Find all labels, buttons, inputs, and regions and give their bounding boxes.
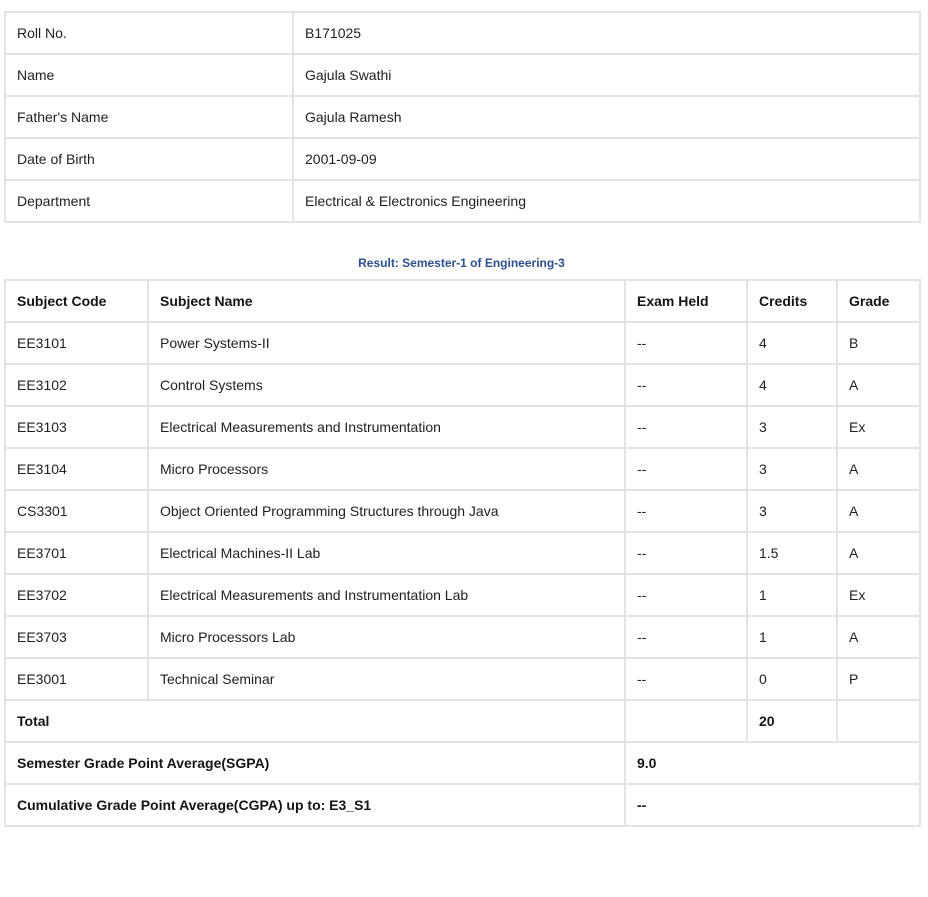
credits: 3 bbox=[747, 448, 837, 490]
grade: P bbox=[837, 658, 920, 700]
table-row bbox=[5, 616, 920, 658]
total-credits: 20 bbox=[747, 700, 837, 742]
credits: 3 bbox=[747, 490, 837, 532]
results-table bbox=[4, 279, 921, 827]
total-row bbox=[5, 700, 920, 742]
header-grade: Grade bbox=[837, 280, 920, 322]
info-label: Name bbox=[5, 54, 293, 96]
info-value: Electrical & Electronics Engineering bbox=[293, 180, 920, 222]
table-row bbox=[5, 322, 920, 364]
subject-name: Electrical Measurements and Instrumentation bbox=[148, 406, 625, 448]
grade: A bbox=[837, 448, 920, 490]
credits: 4 bbox=[747, 364, 837, 406]
info-label: Date of Birth bbox=[5, 138, 293, 180]
header-subject-code: Subject Code bbox=[5, 280, 148, 322]
result-caption: Result: Semester-1 of Engineering-3 bbox=[358, 256, 565, 270]
info-value: Gajula Ramesh bbox=[293, 96, 920, 138]
subject-code: EE3702 bbox=[5, 574, 148, 616]
table-row bbox=[5, 406, 920, 448]
grade: A bbox=[837, 532, 920, 574]
results-header-row bbox=[5, 280, 920, 322]
grade: A bbox=[837, 616, 920, 658]
info-value: Gajula Swathi bbox=[293, 54, 920, 96]
subject-code: EE3103 bbox=[5, 406, 148, 448]
exam-held: -- bbox=[625, 574, 747, 616]
table-row bbox=[5, 658, 920, 700]
subject-name: Electrical Machines-II Lab bbox=[148, 532, 625, 574]
total-grade-empty bbox=[837, 700, 920, 742]
cgpa-label: Cumulative Grade Point Average(CGPA) up to: E3_S1 bbox=[5, 784, 625, 826]
info-label: Department bbox=[5, 180, 293, 222]
credits: 0 bbox=[747, 658, 837, 700]
subject-code: EE3104 bbox=[5, 448, 148, 490]
total-label: Total bbox=[5, 700, 625, 742]
subject-name: Technical Seminar bbox=[148, 658, 625, 700]
header-exam-held: Exam Held bbox=[625, 280, 747, 322]
info-row-name bbox=[5, 54, 920, 96]
total-exam-empty bbox=[625, 700, 747, 742]
subject-code: EE3703 bbox=[5, 616, 148, 658]
subject-name: Electrical Measurements and Instrumentation Lab bbox=[148, 574, 625, 616]
cgpa-value: -- bbox=[625, 784, 920, 826]
table-row bbox=[5, 448, 920, 490]
exam-held: -- bbox=[625, 616, 747, 658]
info-row-father-name bbox=[5, 96, 920, 138]
credits: 1.5 bbox=[747, 532, 837, 574]
info-value: 2001-09-09 bbox=[293, 138, 920, 180]
sgpa-label: Semester Grade Point Average(SGPA) bbox=[5, 742, 625, 784]
sgpa-value: 9.0 bbox=[625, 742, 920, 784]
table-row bbox=[5, 490, 920, 532]
credits: 1 bbox=[747, 616, 837, 658]
info-value: B171025 bbox=[293, 12, 920, 54]
grade: Ex bbox=[837, 406, 920, 448]
grade: Ex bbox=[837, 574, 920, 616]
table-row bbox=[5, 574, 920, 616]
subject-name: Object Oriented Programming Structures through Java bbox=[148, 490, 625, 532]
info-row-department bbox=[5, 180, 920, 222]
grade: A bbox=[837, 364, 920, 406]
credits: 4 bbox=[747, 322, 837, 364]
subject-code: CS3301 bbox=[5, 490, 148, 532]
exam-held: -- bbox=[625, 406, 747, 448]
subject-name: Control Systems bbox=[148, 364, 625, 406]
exam-held: -- bbox=[625, 448, 747, 490]
subject-code: EE3701 bbox=[5, 532, 148, 574]
sgpa-row bbox=[5, 742, 920, 784]
table-row bbox=[5, 364, 920, 406]
exam-held: -- bbox=[625, 490, 747, 532]
student-info-table bbox=[4, 11, 921, 223]
subject-name: Power Systems-II bbox=[148, 322, 625, 364]
exam-held: -- bbox=[625, 532, 747, 574]
exam-held: -- bbox=[625, 658, 747, 700]
subject-name: Micro Processors bbox=[148, 448, 625, 490]
exam-held: -- bbox=[625, 364, 747, 406]
info-row-roll-no bbox=[5, 12, 920, 54]
subject-code: EE3001 bbox=[5, 658, 148, 700]
header-credits: Credits bbox=[747, 280, 837, 322]
grade: B bbox=[837, 322, 920, 364]
info-label: Father's Name bbox=[5, 96, 293, 138]
subject-code: EE3101 bbox=[5, 322, 148, 364]
credits: 1 bbox=[747, 574, 837, 616]
cgpa-row bbox=[5, 784, 920, 826]
info-label: Roll No. bbox=[5, 12, 293, 54]
exam-held: -- bbox=[625, 322, 747, 364]
info-row-date-of-birth bbox=[5, 138, 920, 180]
header-subject-name: Subject Name bbox=[148, 280, 625, 322]
subject-code: EE3102 bbox=[5, 364, 148, 406]
subject-name: Micro Processors Lab bbox=[148, 616, 625, 658]
table-row bbox=[5, 532, 920, 574]
grade: A bbox=[837, 490, 920, 532]
credits: 3 bbox=[747, 406, 837, 448]
